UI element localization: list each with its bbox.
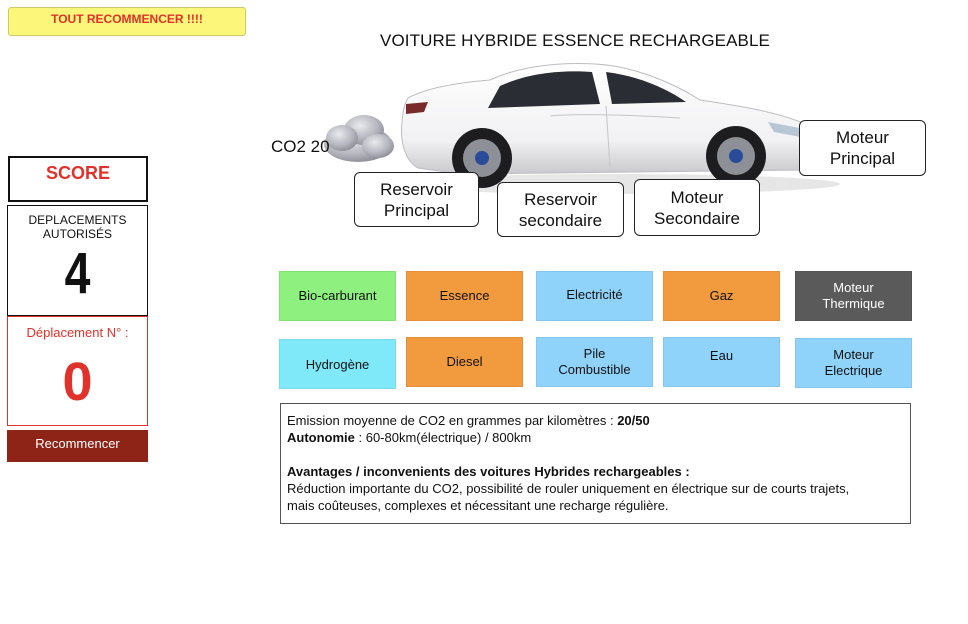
tile-hydrogene[interactable]: [279, 339, 396, 389]
tile-pile-combustible[interactable]: [536, 337, 653, 387]
tile-gaz[interactable]: [663, 271, 780, 321]
emission-line: [287, 412, 904, 429]
slot-main-motor-line2: Principal: [829, 149, 896, 168]
tile-label: Diesel: [446, 354, 483, 369]
tile-label-line1: Pile: [583, 346, 606, 361]
tile-label: Essence: [439, 288, 490, 303]
tile-label: Electricité: [566, 287, 623, 302]
tile-eau[interactable]: [663, 337, 780, 387]
tile-label-line2: Electrique: [824, 363, 883, 378]
tile-label: Eau: [709, 348, 734, 363]
move-number-value: 0: [62, 352, 93, 412]
slot-secondary-tank[interactable]: [497, 182, 624, 237]
autonomy-label: Autonomie: [287, 430, 355, 445]
tile-label: Hydrogène: [305, 357, 370, 372]
move-number-panel: [7, 316, 148, 426]
slot-main-motor[interactable]: [799, 120, 926, 176]
tile-diesel[interactable]: [406, 337, 523, 387]
slot-main-tank[interactable]: [354, 172, 479, 227]
score-title: SCORE: [8, 156, 148, 202]
tile-label-line1: Moteur: [833, 347, 874, 362]
tile-label-line2: Thermique: [822, 296, 885, 311]
pros-cons-line1: Réduction importante du CO2, possibilité de rouler uniquement en électrique sur de courts trajets,: [287, 481, 850, 496]
allowed-moves-value: 4: [64, 241, 91, 306]
slot-secondary-tank-line2: secondaire: [518, 210, 603, 230]
slot-secondary-motor-line2: Secondaire: [653, 208, 740, 228]
info-panel: [280, 403, 911, 524]
pros-cons-title-text: Avantages / inconvenients des voitures Hybrides rechargeables :: [287, 464, 690, 479]
tile-electricite[interactable]: [536, 271, 653, 321]
allowed-moves-label: DEPLACEMENTS AUTORISÉS: [28, 213, 127, 241]
tile-moteur-thermique[interactable]: [795, 271, 912, 321]
slot-main-tank-line2: Principal: [383, 200, 450, 220]
slot-main-motor-line1: Moteur: [836, 128, 889, 147]
tile-label: Bio-carburant: [298, 288, 377, 303]
slot-main-tank-line1: Reservoir: [380, 179, 453, 199]
autonomy-line: [287, 429, 904, 446]
slot-secondary-motor[interactable]: [634, 179, 760, 236]
co2-label: CO2 20: [271, 137, 330, 156]
page-title: VOITURE HYBRIDE ESSENCE RECHARGEABLE: [380, 31, 770, 50]
emission-text: Emission moyenne de CO2 en grammes par kilomètres :: [287, 413, 618, 428]
tile-label-line1: Moteur: [833, 280, 874, 295]
tile-moteur-electrique[interactable]: [795, 338, 912, 388]
tile-label: Gaz: [709, 288, 734, 303]
autonomy-text: : 60-80km(électrique) / 800km: [354, 430, 532, 445]
restart-button[interactable]: Recommencer: [7, 430, 148, 462]
allowed-moves-panel: [7, 205, 148, 316]
tile-label-line2: Combustible: [558, 362, 631, 377]
reset-all-button[interactable]: TOUT RECOMMENCER !!!!: [8, 7, 246, 36]
tile-bio-carburant[interactable]: [279, 271, 396, 321]
pros-cons-title: [287, 463, 904, 480]
pros-cons-line2: mais coûteuses, complexes et nécessitant une recharge régulière.: [287, 498, 669, 513]
emission-value: 20/50: [617, 413, 650, 428]
move-number-label: Déplacement N° :: [26, 325, 129, 340]
slot-secondary-tank-line1: Reservoir: [524, 189, 597, 209]
slot-secondary-motor-line1: Moteur: [670, 187, 724, 207]
tile-essence[interactable]: [406, 271, 523, 321]
